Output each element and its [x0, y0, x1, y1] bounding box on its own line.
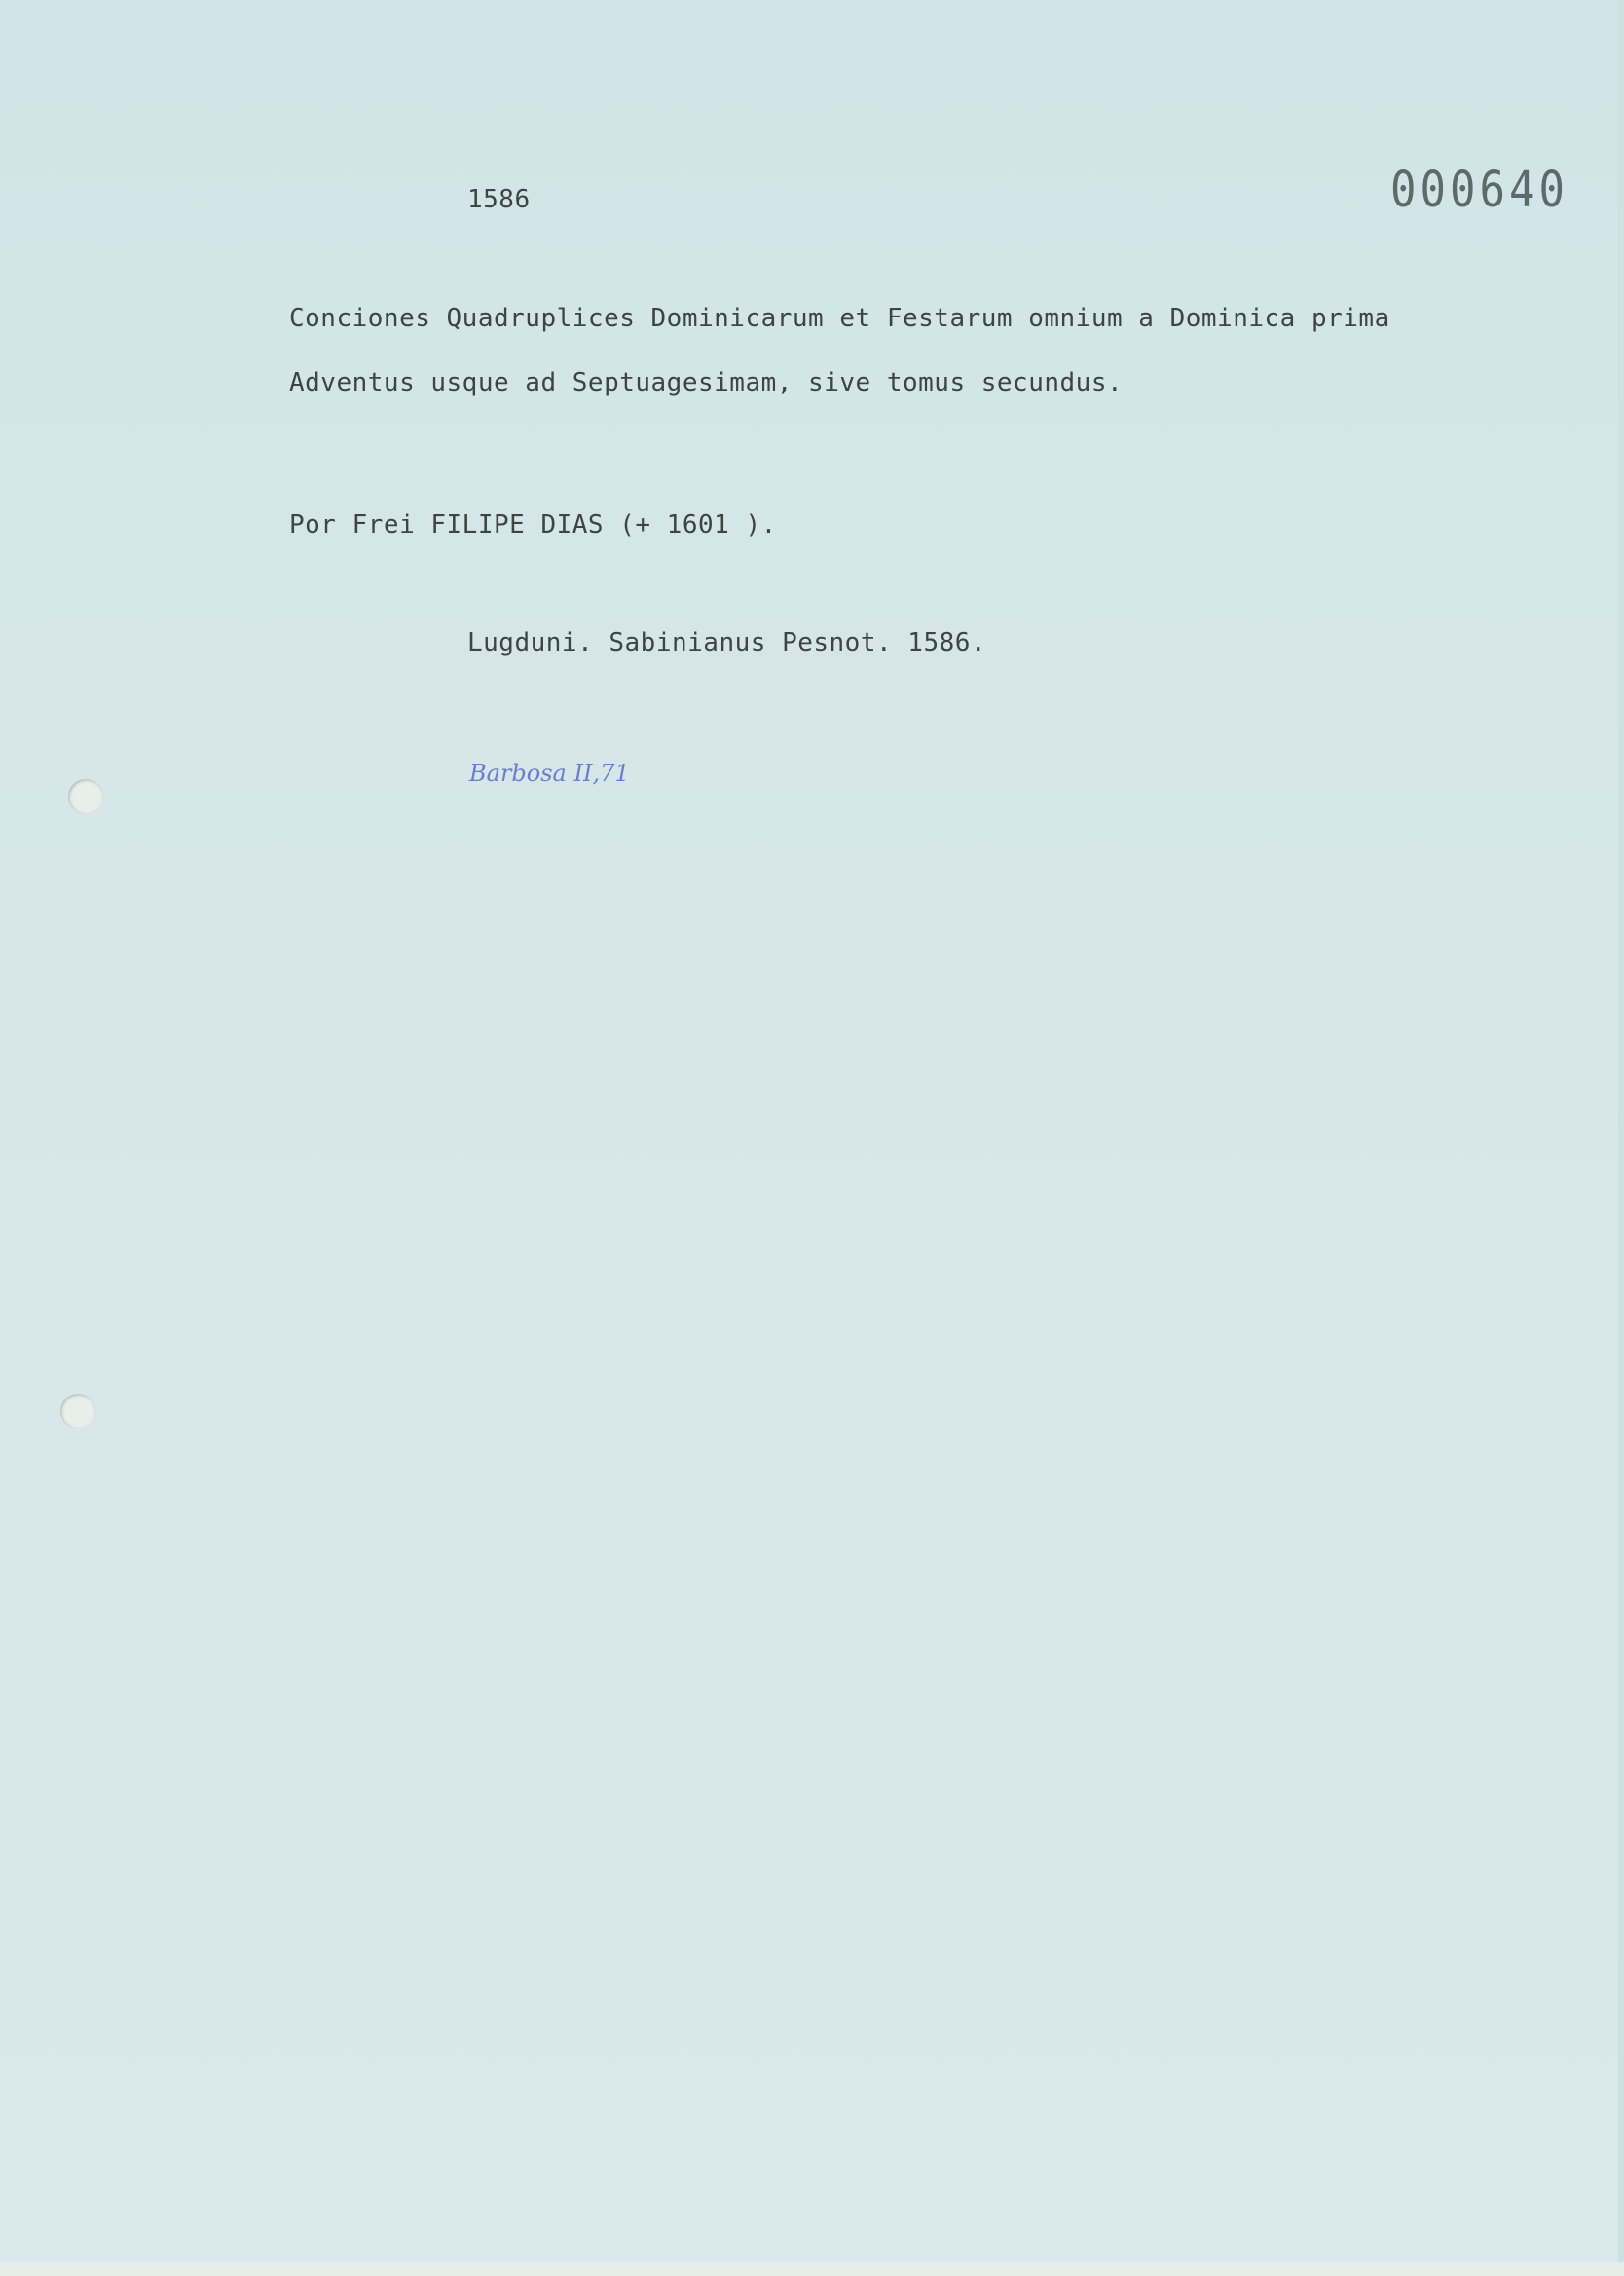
handwritten-reference: Barbosa II,71: [469, 760, 630, 787]
author-line: Por Frei FILIPE DIAS (+ 1601 ).: [289, 510, 777, 540]
imprint-line: Lugduni. Sabinianus Pesnot. 1586.: [467, 628, 987, 657]
punch-hole-top: [68, 779, 103, 814]
title-line-1: Conciones Quadruplices Dominicarum et Festarum omnium a Dominica prima: [289, 304, 1390, 333]
card-bottom-edge: [0, 2262, 1624, 2276]
title-line-2: Adventus usque ad Septuagesimam, sive tomus secundus.: [289, 368, 1124, 397]
card-year: 1586: [467, 185, 531, 214]
catalog-number-stamp: 000640: [1390, 162, 1569, 219]
card-right-edge: [1618, 0, 1624, 2276]
punch-hole-bottom: [60, 1394, 95, 1429]
